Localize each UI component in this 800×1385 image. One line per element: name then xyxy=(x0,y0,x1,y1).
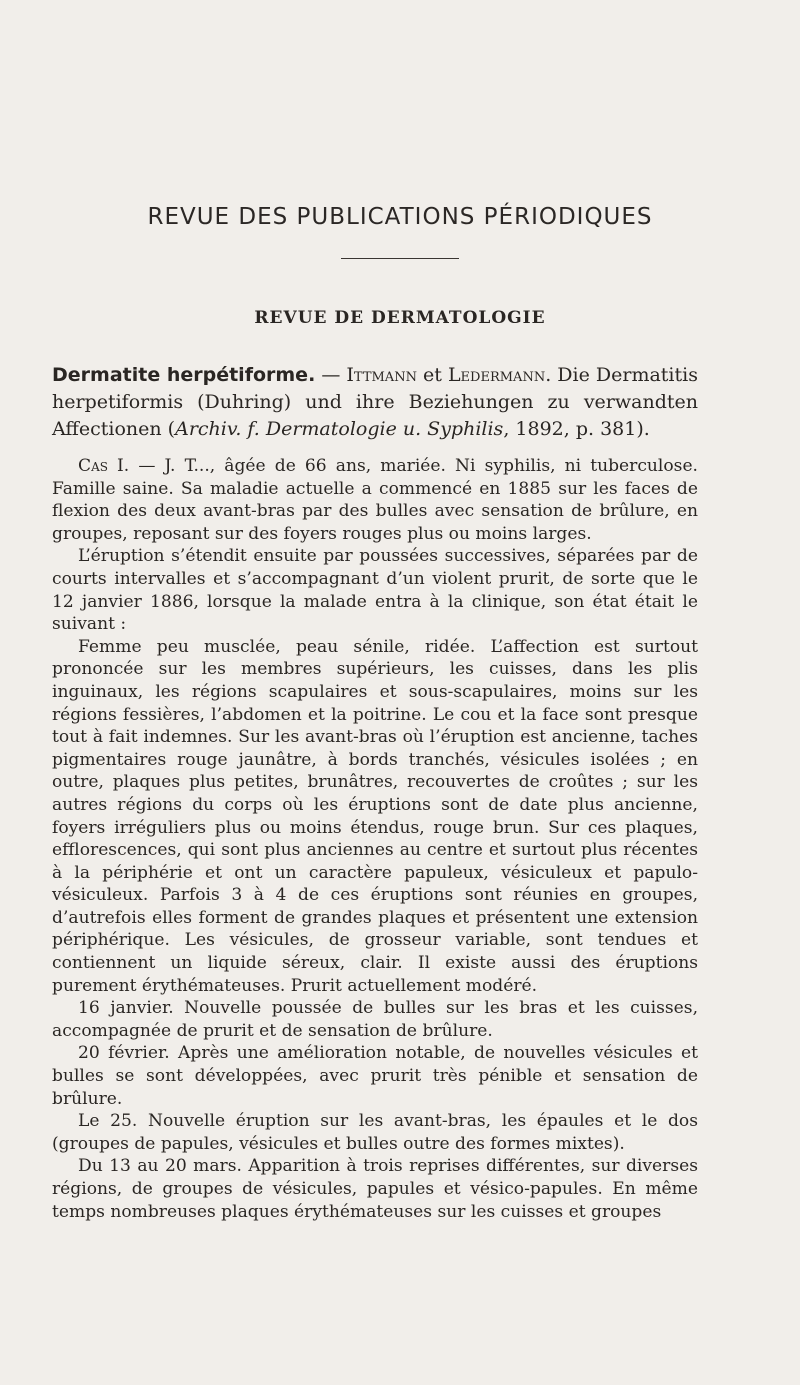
author-2: Ledermann xyxy=(447,364,546,386)
case-label: Cas I. xyxy=(78,456,130,476)
case-paragraph xyxy=(52,455,698,545)
title-dash: — xyxy=(315,364,347,386)
journal-reference: , 1892, p. 381). xyxy=(503,418,650,440)
case-text: — J. T..., âgée de 66 ans, mariée. Ni syphilis, ni tuberculose. Famille saine. Sa maladie actuelle a commencé en 1885 sur les faces de flexion des deux avant-bras par des bulles avec sensation de brûlure, en groupes, reposant sur des foyers rouges plus ou moins larges. xyxy=(52,456,698,544)
paragraph-1: L’éruption s’étendit ensuite par poussées successives, séparées par de courts intervalles et s’accompagnant d’un violent prurit, de sorte que le 12 janvier 1886, lorsque la malade entra à la clinique, son état était le suivant : xyxy=(52,546,698,635)
paragraph-2: Femme peu musclée, peau sénile, ridée. L’affection est surtout prononcée sur les membres supérieurs, les cuisses, dans les plis inguinaux, les régions scapulaires et sous-scapulaires, moins sur les régions fessières, l’abdomen et la poitrine. Le cou et la face sont presque tout à fait indemnes. Sur les avant-bras où l’éruption est ancienne, taches pigmentaires rouge jaunâtre, à bords tranchés, vésicules isolées ; en outre, plaques plus petites, brunâtres, recouvertes de croûtes ; sur les autres régions du corps où les éruptions sont de date plus ancienne, foyers irréguliers plus ou moins étendus, rouge brun. Sur ces plaques, efflorescences, qui sont plus anciennes au centre et surtout plus récentes à la périphérie et ont un caractère papuleux, vésiculeux et papulo-vésiculeux. Parfois 3 à 4 de ces éruptions sont réunies en groupes, d’autrefois elles forment de grandes plaques et présentent une extension périphérique. Les vésicules, de grosseur variable, sont tendues et contiennent un liquide séreux, clair. Il existe aussi des éruptions purement érythémateuses. Prurit actuellement modéré. xyxy=(52,636,698,996)
article-heading xyxy=(52,362,698,443)
paragraph-6: Du 13 au 20 mars. Apparition à trois reprises différentes, sur diverses régions, de groupes de vésicules, papules et vésico-papules. En même temps nombreuses plaques érythémateuses sur les cuisses et groupes xyxy=(52,1156,698,1222)
article-body xyxy=(52,362,698,1223)
author-1: Ittmann xyxy=(346,364,417,386)
page-header: REVUE DES PUBLICATIONS PÉRIODIQUES xyxy=(147,204,653,230)
journal-name: Archiv. f. Dermatologie u. Syphilis xyxy=(175,418,504,440)
paragraph-3: 16 janvier. Nouvelle poussée de bulles sur les bras et les cuisses, accompagnée de prurit et de sensation de brûlure. xyxy=(52,998,698,1041)
section-title: REVUE DE DERMATOLOGIE xyxy=(254,308,546,328)
article-subtitle: . Die Dermatitis herpetiformis (Duhring) und ihre Beziehungen zu verwandten Affectionen ( xyxy=(52,364,698,440)
article-title: Dermatite herpétiforme. xyxy=(52,364,316,386)
header-rule xyxy=(341,258,459,259)
paragraph-5: Le 25. Nouvelle éruption sur les avant-bras, les épaules et le dos (groupes de papules, vésicules et bulles outre des formes mixtes). xyxy=(52,1111,698,1154)
paragraph-4: 20 février. Après une amélioration notable, de nouvelles vésicules et bulles se sont développées, avec prurit très pénible et sensation de brûlure. xyxy=(52,1043,698,1109)
author-join: et xyxy=(416,364,448,386)
